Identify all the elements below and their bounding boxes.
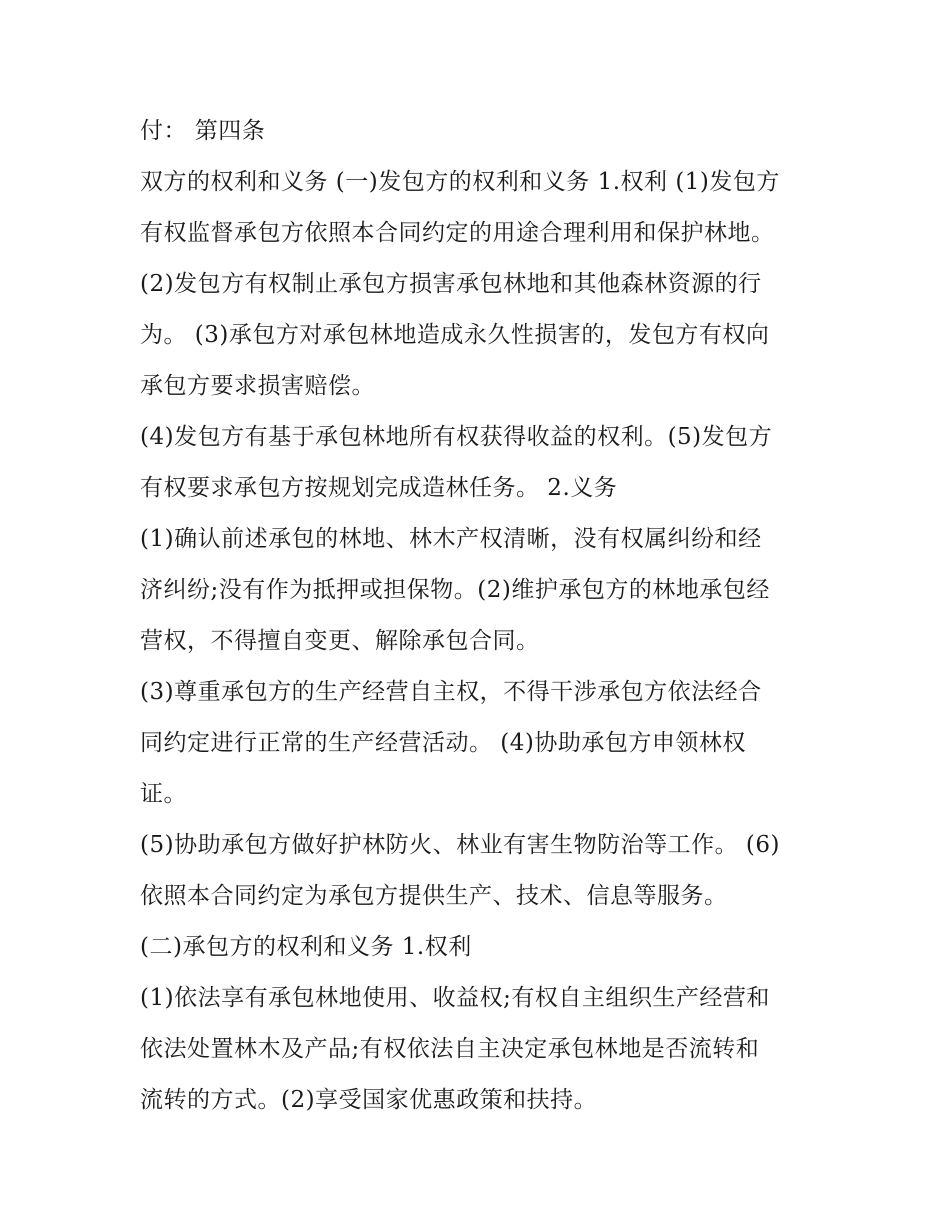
text-line: 为。 (3)承包方对承包林地造成永久性损害的，发包方有权向 <box>140 322 770 348</box>
text-line: (二)承包方的权利和义务 1.权利 <box>140 934 472 960</box>
text-line: 依法处置林木及产品;有权依法自主决定承包林地是否流转和 <box>140 1036 760 1062</box>
text-line: (1)确认前述承包的林地、林木产权清晰，没有权属纠纷和经 <box>140 526 762 552</box>
text-line: 双方的权利和义务 (一)发包方的权利和义务 1.权利 (1)发包方 <box>140 169 780 195</box>
text-line: 有权监督承包方依照本合同约定的用途合理利用和保护林地。 <box>140 220 775 246</box>
text-line: (4)发包方有基于承包林地所有权获得收益的权利。(5)发包方 <box>140 424 773 450</box>
text-line: 营权，不得擅自变更、解除承包合同。 <box>140 628 540 654</box>
document-body <box>140 108 820 1128</box>
text-line: (1)依法享有承包林地使用、收益权;有权自主组织生产经营和 <box>140 985 770 1011</box>
text-line: 流转的方式。(2)享受国家优惠政策和扶持。 <box>140 1087 598 1113</box>
text-line: 同约定进行正常的生产经营活动。 (4)协助承包方申领林权 <box>140 730 746 756</box>
text-line: 付： 第四条 <box>140 118 266 144</box>
text-line: 有权要求承包方按规划完成造林任务。 2.义务 <box>140 475 618 501</box>
text-line: 证。 <box>140 781 187 807</box>
text-line: (5)协助承包方做好护林防火、林业有害生物防治等工作。 (6) <box>140 832 780 858</box>
text-line: 济纠纷;没有作为抵押或担保物。(2)维护承包方的林地承包经 <box>140 577 770 603</box>
text-line: (2)发包方有权制止承包方损害承包林地和其他森林资源的行 <box>140 271 762 297</box>
text-line: (3)尊重承包方的生产经营自主权，不得干涉承包方依法经合 <box>140 679 762 705</box>
text-line: 承包方要求损害赔偿。 <box>140 373 375 399</box>
text-line: 依照本合同约定为承包方提供生产、技术、信息等服务。 <box>140 883 728 909</box>
